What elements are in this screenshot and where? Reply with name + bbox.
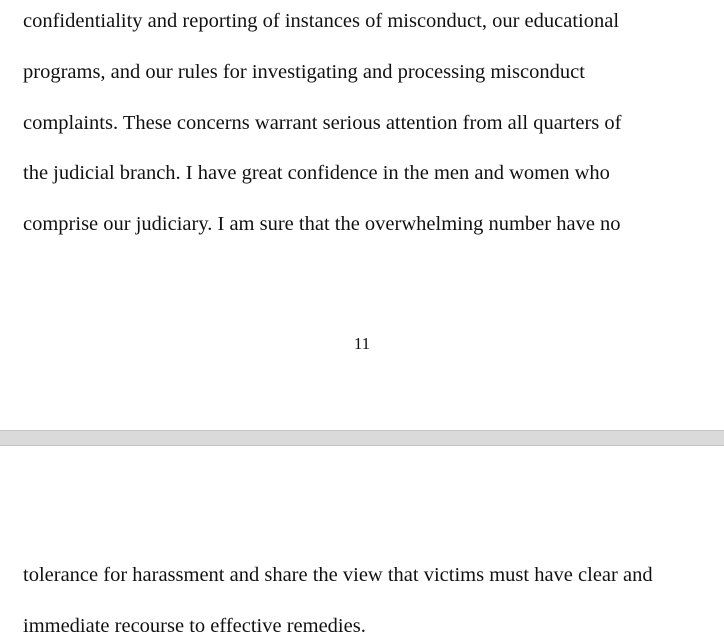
page-number: 11	[353, 334, 371, 353]
body-text-line: the judicial branch. I have great confidence in the men and women who	[23, 162, 610, 184]
document-page-12	[0, 446, 724, 640]
body-text-line: programs, and our rules for investigating and processing misconduct	[23, 61, 585, 83]
body-text-line: complaints. These concerns warrant serious attention from all quarters of	[23, 112, 622, 134]
body-text-line: immediate recourse to effective remedies.	[23, 615, 366, 637]
body-text-line: tolerance for harassment and share the view that victims must have clear and	[23, 564, 653, 586]
body-text-line: confidentiality and reporting of instances of misconduct, our educational	[23, 10, 620, 32]
page-separator	[0, 430, 724, 446]
body-text-line: comprise our judiciary. I am sure that the overwhelming number have no	[23, 213, 621, 235]
